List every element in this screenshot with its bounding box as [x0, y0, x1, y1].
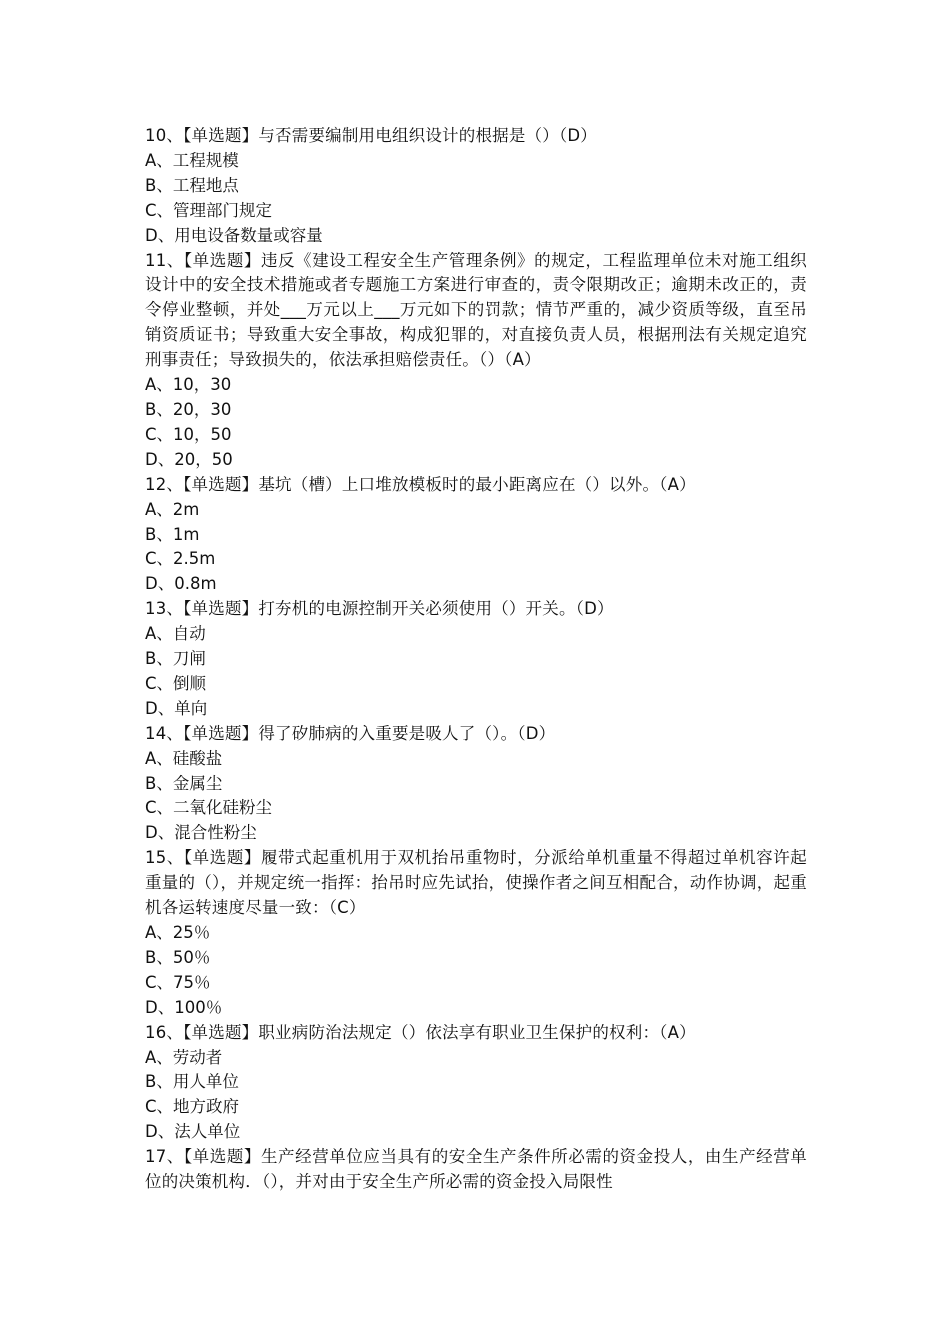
option-a: A、10，30 [145, 375, 232, 395]
option-a: A、2m [145, 499, 200, 519]
question-stem: 12、【单选题】基坑（槽）上口堆放模板时的最小距离应在（）以外。（A） [145, 474, 696, 494]
question-16 [145, 1021, 807, 1146]
option-d: D、单向 [145, 698, 208, 718]
question-stem: 14、【单选题】得了矽肺病的入重要是吸人了（）。（D） [145, 723, 556, 743]
option-c: C、75％ [145, 972, 211, 992]
option-c: C、2.5m [145, 549, 216, 569]
option-a: A、25％ [145, 923, 211, 942]
option-d: D、法人单位 [145, 1122, 241, 1142]
question-10 [145, 124, 807, 249]
option-c: C、倒顺 [145, 673, 207, 693]
option-d: D、用电设备数量或容量 [145, 225, 323, 245]
option-d: D、混合性粉尘 [145, 823, 257, 843]
question-15 [145, 846, 807, 1020]
option-d: D、100％ [145, 997, 223, 1017]
option-b: B、50％ [145, 947, 211, 967]
question-13 [145, 597, 807, 722]
question-stem: 10、【单选题】与否需要编制用电组织设计的根据是（）（D） [145, 126, 598, 145]
question-stem: 16、【单选题】职业病防治法规定（）依法享有职业卫生保护的权利：（A） [145, 1022, 696, 1042]
option-a: A、自动 [145, 624, 206, 644]
option-d: D、0.8m [145, 574, 217, 594]
option-b: B、20，30 [145, 399, 232, 419]
question-17 [145, 1145, 807, 1195]
question-stem: 11、【单选题】违反《建设工程安全生产管理条例》的规定，工程监理单位未对施工组织设计中的安全技术措施或者专题施工方案进行审查的，责令限期改正；逾期未改正的，责令停业整顿，并处___万元以上___万元如下的罚款；情节严重的，减少资质等级，直至吊销资质证书；导致重大安全事故，构成犯罪的，对直接负责人员，根据刑法有关规定追究刑事责任；导致损失的，依法承担赔偿责任。（）（A） [145, 250, 807, 370]
option-c: C、10，50 [145, 424, 232, 444]
option-b: B、刀闸 [145, 649, 206, 669]
option-c: C、地方政府 [145, 1097, 240, 1117]
question-list [145, 124, 807, 1195]
question-stem: 17、【单选题】生产经营单位应当具有的安全生产条件所必需的资金投人，由生产经营单位的决策机构．（），并对由于安全生产所必需的资金投入局限性 [145, 1147, 807, 1192]
option-c: C、管理部门规定 [145, 200, 273, 220]
option-a: A、硅酸盐 [145, 748, 223, 768]
question-11 [145, 249, 807, 473]
question-stem: 13、【单选题】打夯机的电源控制开关必须使用（）开关。（D） [145, 599, 614, 619]
option-d: D、20，50 [145, 449, 233, 469]
option-b: B、工程地点 [145, 175, 239, 195]
question-12 [145, 473, 807, 598]
question-14 [145, 722, 807, 847]
option-a: A、工程规模 [145, 150, 239, 170]
option-b: B、1m [145, 524, 200, 544]
option-a: A、劳动者 [145, 1047, 223, 1067]
question-stem: 15、【单选题】履带式起重机用于双机抬吊重物时，分派给单机重量不得超过单机容许起重量的（），并规定统一指挥：抬吊时应先试抬，使操作者之间互相配合，动作协调，起重机各运转速度尽量一致：（C） [145, 848, 807, 918]
option-c: C、二氧化硅粉尘 [145, 798, 273, 818]
option-b: B、用人单位 [145, 1072, 239, 1092]
option-b: B、金属尘 [145, 773, 223, 793]
